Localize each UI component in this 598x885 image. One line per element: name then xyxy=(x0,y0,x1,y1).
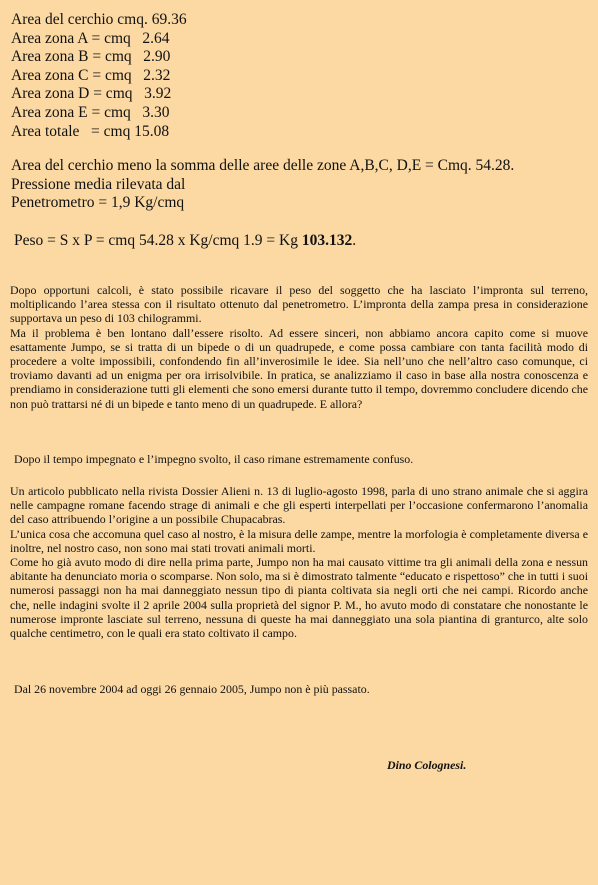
paragraph-6: Come ho già avuto modo di dire nella prima parte, Jumpo non ha mai causato vittime tra gli animali della zona e nessun abitante ha denunciato moria o scomparse. Non solo, ma si è dimostrato talmente “educato e rispettoso” che in tutti i suoi numerosi passaggi non ha mai danneggiato nessun tipo di pianta coltivata sia negli orti che nei campi. Ricordo anche che, nelle indagini svolte il 2 aprile 2004 sulla proprietà del signor P. M., ho avuto modo di constatare che nonostante le numerose impronte lasciate sul terreno, nessuna di queste ha mai danneggiato una sola piantina di granturco, alte solo qualche centimetro, con le quali era stato coltivato il campo. xyxy=(10,555,588,641)
area-total-line: Area totale = cmq 15.08 xyxy=(11,122,170,140)
signature: Dino Colognesi. xyxy=(387,758,467,772)
paragraph-calculations xyxy=(10,283,588,411)
weight-result: 103.132 xyxy=(301,232,353,249)
weight-formula-end: . xyxy=(352,232,357,249)
pressure-line-2: Penetrometro = 1,9 Kg/cmq xyxy=(11,194,185,212)
pressure-line-1: Pressione media rilevata dal xyxy=(11,175,186,193)
area-zone-e-line: Area zona E = cmq 3.30 xyxy=(11,103,170,121)
area-zone-c-line: Area zona C = cmq 2.32 xyxy=(11,66,171,84)
area-difference-line: Area del cerchio meno la somma delle aree delle zone A,B,C, D,E = Cmq. 54.28. xyxy=(11,157,515,174)
paragraph-1: Dopo opportuni calcoli, è stato possibile ricavare il peso del soggetto che ha lasciato l’impronta sul terreno, moltiplicando l’area stessa con il risultato ottenuto dal penetrometro. L’impronta della zampa presa in considerazione supportava un peso di 103 chilogrammi. xyxy=(10,283,588,326)
weight-formula xyxy=(14,232,594,251)
paragraph-4: Un articolo pubblicato nella rivista Dossier Alieni n. 13 di luglio-agosto 1998, parla di uno strano animale che si aggira nelle campagne romane facendo strage di animali e che gli esperti interpellati per l’occasione confermarono l’anomalia del caso attribuendo l’origine a un possibile Chupacabras. xyxy=(10,484,588,527)
paragraph-5: L’unica cosa che accomuna quel caso al nostro, è la misura delle zampe, mentre la morfologia è completamente diversa e inoltre, nel nostro caso, non sono mai stati trovati animali morti. xyxy=(10,526,588,555)
paragraph-2: Ma il problema è ben lontano dall’essere risolto. Ad essere sinceri, non abbiamo ancora capito come si muove esattamente Jumpo, se si tratta di un bipede o di un quadrupede, e come possa cambiare con tanta facilità modo di procedere a volte impossibili, confondendo fin all’inverosimile le idee. Sia nell’uno che nell’altro caso comunque, ci troviamo davanti ad un enigma per ora irrisolvibile. In pratica, se analizziamo il caso in base alla nostra conoscenza e prendiamo in considerazione tutti gli elementi che sono emersi durante tutto il tempo, dovremmo concludere dicendo che non può trattarsi né di un bipede e tanto meno di un quadrupede. E allora? xyxy=(10,325,588,411)
area-zone-d-line: Area zona D = cmq 3.92 xyxy=(11,85,172,103)
paragraph-article xyxy=(10,484,588,640)
paragraph-3: Dopo il tempo impegnato e l’impegno svolto, il caso rimane estremamente confuso. xyxy=(14,452,414,466)
paragraph-7: Dal 26 novembre 2004 ad oggi 26 gennaio 2005, Jumpo non è più passato. xyxy=(14,682,370,696)
area-list xyxy=(11,11,581,141)
area-circle-line: Area del cerchio cmq. 69.36 xyxy=(11,11,187,28)
calculation-block xyxy=(11,157,591,213)
weight-formula-text: Peso = S x P = cmq 54.28 x Kg/cmq 1.9 = Kg xyxy=(14,232,302,249)
area-zone-b-line: Area zona B = cmq 2.90 xyxy=(11,48,171,66)
area-zone-a-line: Area zona A = cmq 2.64 xyxy=(11,29,170,47)
